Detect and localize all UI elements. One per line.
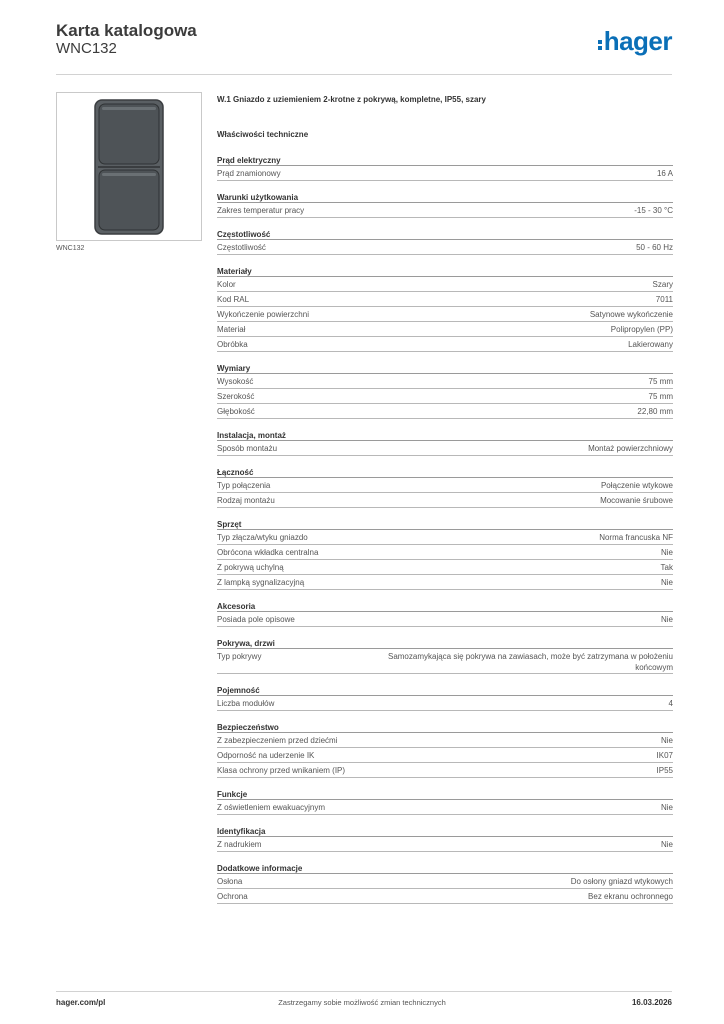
spec-label: Materiał (217, 325, 246, 334)
spec-label: Wykończenie powierzchni (217, 310, 309, 319)
spec-group (217, 223, 673, 255)
spec-label: Rodzaj montażu (217, 496, 275, 505)
spec-value: 75 mm (648, 392, 673, 401)
spec-row (217, 493, 673, 508)
spec-row (217, 478, 673, 493)
spec-label: Szerokość (217, 392, 255, 401)
group-spacer (217, 461, 673, 468)
spec-label: Kod RAL (217, 295, 250, 304)
spec-row (217, 322, 673, 337)
spec-group-title: Częstotliwość (217, 230, 673, 240)
group-spacer (217, 857, 673, 864)
spec-value: IP55 (656, 766, 673, 775)
image-caption: WNC132 (56, 245, 85, 252)
footer-divider (56, 991, 672, 992)
group-spacer (217, 513, 673, 520)
spec-value: -15 - 30 °C (634, 206, 673, 215)
spec-group-title: Bezpieczeństwo (217, 723, 673, 733)
group-spacer (217, 783, 673, 790)
spec-row (217, 763, 673, 778)
spec-value: 22,80 mm (637, 407, 673, 416)
spec-row (217, 800, 673, 815)
spec-label: Obrócona wkładka centralna (217, 548, 319, 557)
footer-date: 16.03.2026 (631, 998, 672, 1007)
spec-value: Nie (660, 803, 673, 812)
group-spacer (217, 820, 673, 827)
group-spacer (217, 632, 673, 639)
spec-group (217, 820, 673, 852)
spec-label: Posiada pole opisowe (217, 615, 295, 624)
spec-label: Liczba modułów (217, 699, 275, 708)
logo-dots-icon (598, 40, 602, 50)
group-spacer (217, 260, 673, 267)
spec-row (217, 292, 673, 307)
spec-label: Odporność na uderzenie IK (217, 751, 315, 760)
spec-row (217, 649, 673, 674)
spec-row (217, 240, 673, 255)
spec-row (217, 166, 673, 181)
spec-label: Ochrona (217, 892, 248, 901)
spec-row (217, 530, 673, 545)
spec-group (217, 424, 673, 456)
group-spacer (217, 595, 673, 602)
spec-group (217, 716, 673, 778)
document-title: Karta katalogowa (56, 21, 197, 40)
spec-value: Do osłony gniazd wtykowych (570, 877, 673, 886)
spec-row (217, 307, 673, 322)
spec-group-title: Pojemność (217, 686, 673, 696)
spec-row (217, 404, 673, 419)
spec-row (217, 889, 673, 904)
spec-group-title: Instalacja, montaż (217, 431, 673, 441)
spec-group (217, 156, 673, 181)
spec-label: Prąd znamionowy (217, 169, 281, 178)
spec-value: Nie (660, 615, 673, 624)
spec-value: 50 - 60 Hz (636, 243, 673, 252)
spec-value: 7011 (655, 295, 673, 304)
spec-label: Sposób montażu (217, 444, 278, 453)
spec-value: Norma francuska NF (599, 533, 673, 542)
spec-row (217, 203, 673, 218)
group-spacer (217, 186, 673, 193)
spec-row (217, 733, 673, 748)
spec-value: Szary (652, 280, 673, 289)
spec-value: Nie (660, 578, 673, 587)
spec-group (217, 595, 673, 627)
spec-value: Polipropylen (PP) (610, 325, 673, 334)
spec-groups (217, 156, 673, 904)
spec-row (217, 874, 673, 889)
spec-value: Bez ekranu ochronnego (588, 892, 673, 901)
group-spacer (217, 716, 673, 723)
spec-value: Nie (660, 840, 673, 849)
spec-group-title: Dodatkowe informacje (217, 864, 673, 874)
spec-row (217, 696, 673, 711)
product-image (56, 92, 202, 241)
spec-group-title: Pokrywa, drzwi (217, 639, 673, 649)
spec-group-title: Materiały (217, 267, 673, 277)
spec-group-title: Warunki użytkowania (217, 193, 673, 203)
spec-row (217, 837, 673, 852)
spec-group-title: Akcesoria (217, 602, 673, 612)
spec-label: Typ połączenia (217, 481, 271, 490)
spec-label: Z pokrywą uchylną (217, 563, 284, 572)
spec-value: 4 (668, 699, 673, 708)
footer-disclaimer: Zastrzegamy sobie możliwość zmian technicznych (278, 998, 446, 1007)
spec-value: Mocowanie śrubowe (600, 496, 673, 505)
spec-value: Nie (660, 548, 673, 557)
spec-label: Osłona (217, 877, 243, 886)
spec-label: Zakres temperatur pracy (217, 206, 305, 215)
group-spacer (217, 223, 673, 230)
hager-logo[interactable] (598, 26, 672, 57)
spec-content (217, 95, 673, 904)
spec-row (217, 575, 673, 590)
spec-value: IK07 (656, 751, 673, 760)
spec-row (217, 612, 673, 627)
section-title: Właściwości techniczne (217, 130, 309, 139)
logo-text: hager (603, 26, 672, 56)
spec-row (217, 748, 673, 763)
header-divider (56, 74, 672, 75)
spec-group (217, 513, 673, 590)
footer-website-link[interactable]: hager.com/pl (56, 998, 106, 1007)
spec-value: 16 A (656, 169, 673, 178)
spec-group (217, 260, 673, 352)
spec-group (217, 186, 673, 218)
spec-value: Połączenie wtykowe (600, 481, 673, 490)
spec-value: 75 mm (648, 377, 673, 386)
group-spacer (217, 424, 673, 431)
spec-row (217, 374, 673, 389)
spec-group (217, 357, 673, 419)
spec-label: Z lampką sygnalizacyjną (217, 578, 305, 587)
spec-label: Z zabezpieczeniem przed dziećmi (217, 736, 338, 745)
product-title: W.1 Gniazdo z uziemieniem 2-krotne z pokrywą, kompletne, IP55, szary (217, 95, 486, 104)
double-socket-icon (94, 99, 164, 235)
spec-value: Tak (660, 563, 673, 572)
spec-label: Typ złącza/wtyku gniazdo (217, 533, 308, 542)
spec-row (217, 545, 673, 560)
spec-value: Satynowe wykończenie (589, 310, 673, 319)
spec-group-title: Identyfikacja (217, 827, 673, 837)
spec-label: Kolor (217, 280, 236, 289)
spec-label: Częstotliwość (217, 243, 266, 252)
spec-label: Typ pokrywy (217, 652, 262, 661)
spec-group-title: Sprzęt (217, 520, 673, 530)
spec-label: Obróbka (217, 340, 248, 349)
spec-label: Klasa ochrony przed wnikaniem (IP) (217, 766, 346, 775)
spec-group (217, 857, 673, 904)
spec-label: Wysokość (217, 377, 254, 386)
spec-group (217, 632, 673, 674)
spec-group (217, 461, 673, 508)
group-spacer (217, 679, 673, 686)
spec-value: Lakierowany (628, 340, 673, 349)
spec-row (217, 441, 673, 456)
spec-row (217, 277, 673, 292)
spec-group-title: Łączność (217, 468, 673, 478)
spec-group-title: Funkcje (217, 790, 673, 800)
spec-group (217, 679, 673, 711)
spec-group-title: Prąd elektryczny (217, 156, 673, 166)
spec-group-title: Wymiary (217, 364, 673, 374)
spec-label: Z oświetleniem ewakuacyjnym (217, 803, 326, 812)
spec-value: Nie (660, 736, 673, 745)
spec-row (217, 337, 673, 352)
product-code: WNC132 (56, 40, 117, 57)
spec-label: Głębokość (217, 407, 255, 416)
spec-row (217, 389, 673, 404)
spec-value: Montaż powierzchniowy (588, 444, 673, 453)
spec-row (217, 560, 673, 575)
group-spacer (217, 357, 673, 364)
spec-label: Z nadrukiem (217, 840, 262, 849)
spec-value: Samozamykająca się pokrywa na zawiasach, może być zatrzymana w położeniu końcowym (387, 652, 673, 672)
spec-group (217, 783, 673, 815)
